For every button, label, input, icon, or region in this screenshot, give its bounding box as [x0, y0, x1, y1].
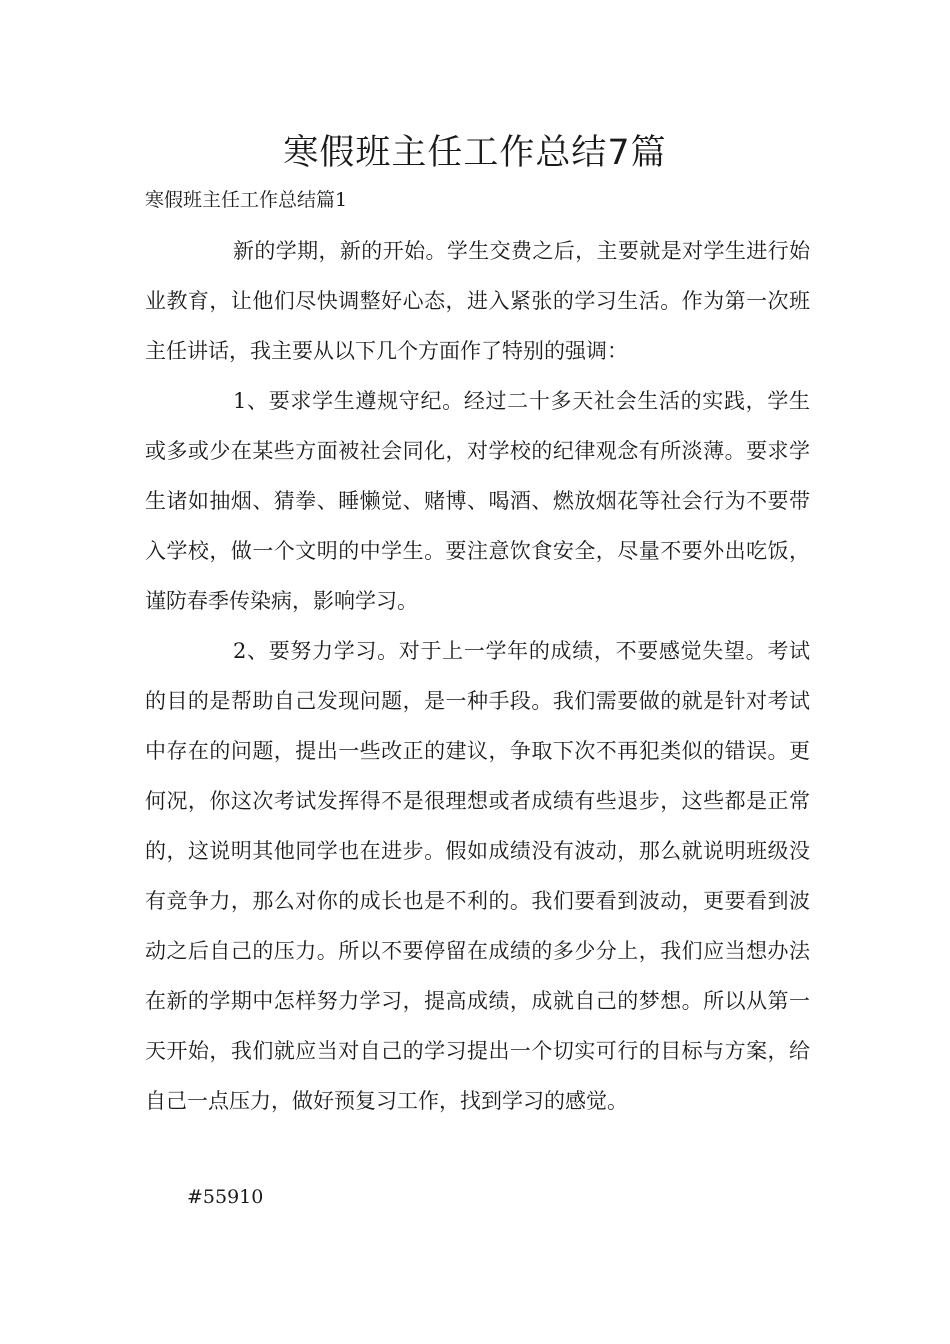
- document-code: #55910: [187, 1186, 264, 1208]
- document-title: 寒假班主任工作总结7篇: [283, 133, 667, 173]
- paragraph-point-1: 1、要求学生遵规守纪。经过二十多天社会生活的实践，学生或多或少在某些方面被社会同化，对学校的纪律观念有所淡薄。要求学生诸如抽烟、猜拳、睡懒觉、赌博、喝酒、燃放烟花等社会行为不要带入学校，做一个文明的中学生。要注意饮食安全，尽量不要外出吃饭，谨防春季传染病，影响学习。: [145, 389, 810, 613]
- paragraph-point-2: 2、要努力学习。对于上一学年的成绩，不要感觉失望。考试的目的是帮助自己发现问题，是一种手段。我们需要做的就是针对考试中存在的问题，提出一些改正的建议，争取下次不再犯类似的错误。更何况，你这次考试发挥得不是很理想或者成绩有些退步，这些都是正常的，这说明其他同学也在进步。假如成绩没有波动，那么就说明班级没有竞争力，那么对你的成长也是不利的。我们要看到波动，更要看到波动之后自己的压力。所以不要停留在成绩的多少分上，我们应当想办法在新的学期中怎样努力学习，提高成绩，成就自己的梦想。所以从第一天开始，我们就应当对自己的学习提出一个切实可行的目标与方案，给自己一点压力，做好预复习工作，找到学习的感觉。: [145, 639, 810, 1113]
- section-heading: 寒假班主任工作总结篇1: [145, 189, 348, 211]
- paragraph-intro: 新的学期，新的开始。学生交费之后，主要就是对学生进行始业教育，让他们尽快调整好心态，进入紧张的学习生活。作为第一次班主任讲话，我主要从以下几个方面作了特别的强调：: [145, 239, 810, 363]
